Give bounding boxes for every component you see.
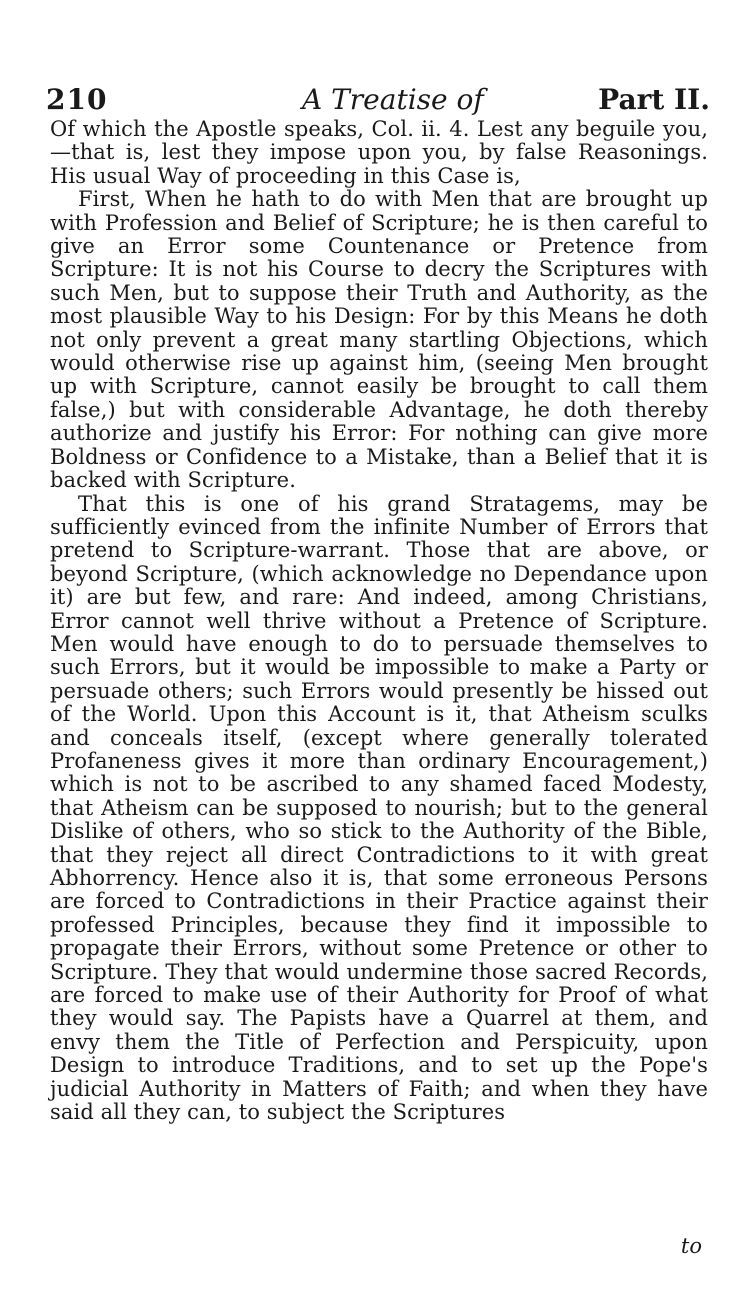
paragraph: That this is one of his grand Stratagems, may be sufficiently evinced from the infinite Number of Errors that pretend to Scripture-warrant. Those that are above, or beyond Scripture, (which acknowledge no Dependance upon it) are but few, and rare: And indeed, among Christians, Error cannot well thrive without a Pretence of Scripture. Men would have enough to do to persuade themselves to such Errors, but it would be impossible to make a Party or persuade others; such Errors would presently be hissed out of the World. Upon this Account is it, that Atheism sculks and conceals itself, (except where generally tolerated Profaneness gives it more than ordinary Encouragement,) which is not to be ascribed to any shamed faced Modesty, that Atheism can be supposed to nourish; but to the general Dislike of others, who so stick to the Authority of the Bible, that they reject all direct Contradictions to it with great Abhorrency. Hence also it is, that some erroneous Persons are forced to Contradictions in their Practice against their professed Principles, because they find it impossible to propagate their Errors, without some Pretence or other to Scripture. They that would undermine those sacred Records, are forced to make use of their Authority for Proof of what they would say. The Papists have a Quarrel at them, and envy them the Title of Perfection and Perspicuity, upon Design to introduce Traditions, and to set up the Pope's judicial Authority in Matters of Faith; and when they have said all they can, to subject the Scriptures bbox=[50, 491, 708, 1125]
paragraph: First, When he hath to do with Men that are brought up with Profession and Belief of Scripture; he is then careful to give an Error some Countenance or Pretence from Scripture: It is not his Course to decry the Scriptures with such Men, but to suppose their Truth and Authority, as the most plausible Way to his Design: For by this Means he doth not only prevent a great many startling Objections, which would otherwise rise up against him, (seeing Men brought up with Scripture, cannot easily be brought to call them false,) but with considerable Advantage, he doth thereby authorize and justify his Error: For nothing can give more Boldness or Confidence to a Mistake, than a Belief that it is backed with Scripture. bbox=[50, 187, 708, 493]
body-text bbox=[50, 118, 708, 1124]
paragraph: Of which the Apostle speaks, Col. ii. 4. Lest any beguile you,—that is, lest they impose upon you, by false Reasonings. His usual Way of proceeding in this Case is, bbox=[50, 117, 708, 188]
catchword: to bbox=[680, 1234, 702, 1258]
running-title: A Treatise of bbox=[302, 83, 484, 116]
part-label: Part II. bbox=[598, 83, 710, 116]
running-header bbox=[46, 82, 710, 122]
page-number: 210 bbox=[46, 83, 108, 116]
